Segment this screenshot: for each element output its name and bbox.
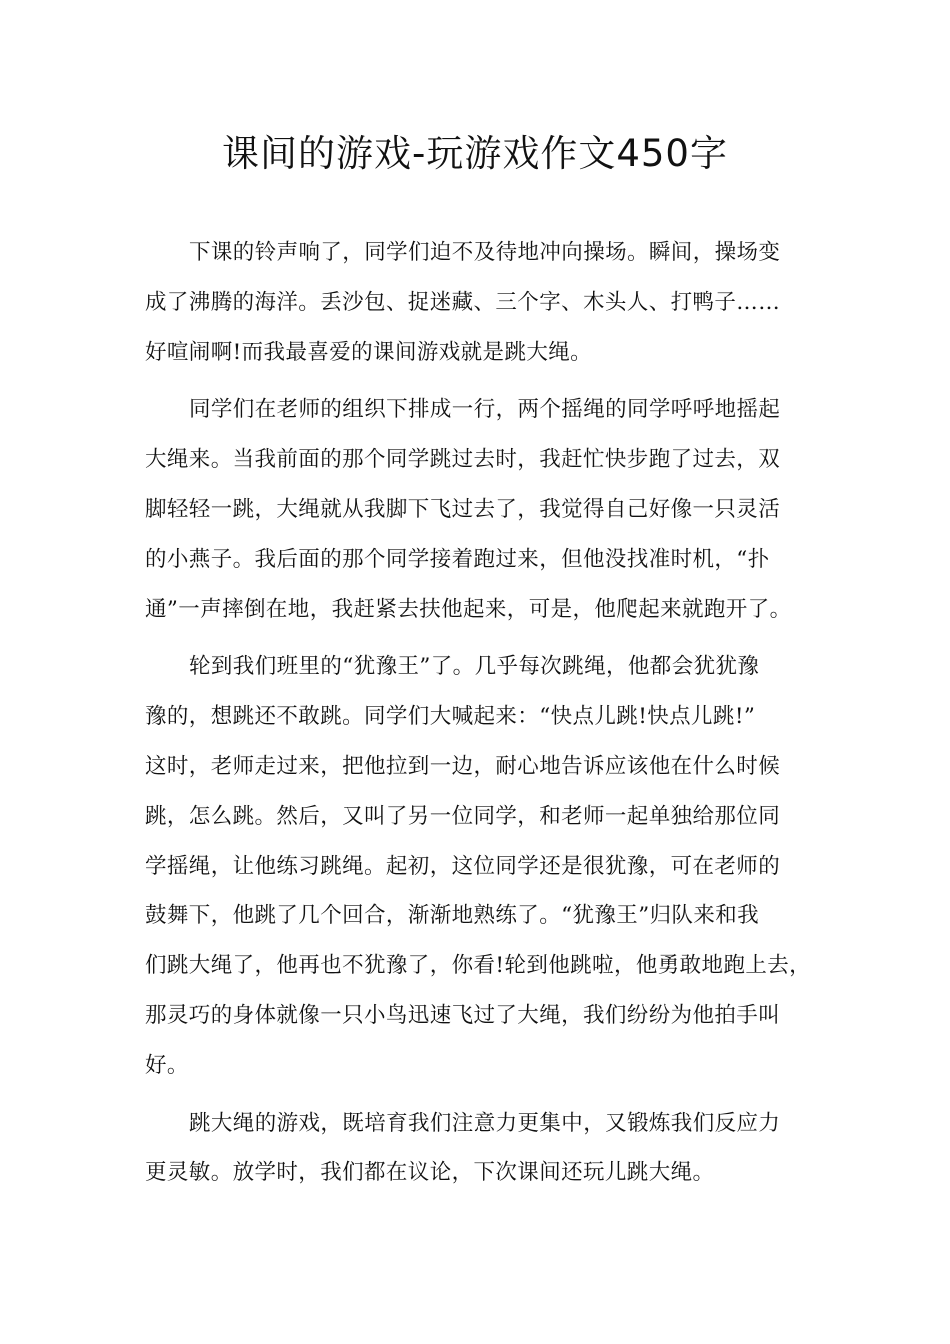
text-line: 下课的铃声响了，同学们迫不及待地冲向操场。瞬间，操场变: [189, 240, 781, 265]
text-line: 这时，老师走过来，把他拉到一边，耐心地告诉应该他在什么时候: [145, 753, 781, 779]
text-line: 的小燕子。我后面的那个同学接着跑过来，但他没找准时机，“扑: [145, 546, 770, 572]
paragraph-1: [145, 228, 825, 377]
text-line: 跳大绳的游戏，既培育我们注意力更集中，又锻炼我们反应力: [189, 1110, 781, 1136]
text-line: 好。: [145, 1052, 189, 1078]
text-line: 大绳来。当我前面的那个同学跳过去时，我赶忙快步跑了过去，双: [145, 447, 781, 473]
paragraph-2: [145, 385, 825, 634]
text-line: 那灵巧的身体就像一只小鸟迅速飞过了大绳，我们纷纷为他拍手叫: [145, 1002, 781, 1028]
text-line: 学摇绳，让他练习跳绳。起初，这位同学还是很犹豫，可在老师的: [145, 853, 781, 879]
text-line: 跳，怎么跳。然后，又叫了另一位同学，和老师一起单独给那位同: [145, 803, 781, 829]
text-line: 们跳大绳了，他再也不犹豫了，你看!轮到他跳啦，他勇敢地跑上去，: [145, 953, 812, 979]
text-line: 脚轻轻一跳，大绳就从我脚下飞过去了，我觉得自己好像一只灵活: [145, 496, 781, 522]
text-line: 好喧闹啊!而我最喜爱的课间游戏就是跳大绳。: [145, 339, 593, 365]
text-line: 通”一声摔倒在地，我赶紧去扶他起来，可是，他爬起来就跑开了。: [145, 596, 792, 622]
document-body: [145, 228, 825, 1206]
text-line: 同学们在老师的组织下排成一行，两个摇绳的同学呼呼地摇起: [189, 397, 781, 423]
text-line: 豫的，想跳还不敢跳。同学们大喊起来：“快点儿跳!快点儿跳!”: [145, 704, 756, 730]
text-line: 轮到我们班里的“犹豫王”了。几乎每次跳绳，他都会犹犹豫: [189, 654, 760, 680]
text-line: 更灵敏。放学时，我们都在议论，下次课间还玩儿跳大绳。: [145, 1160, 715, 1186]
paragraph-3: [145, 642, 825, 1090]
paragraph-4: [145, 1099, 825, 1199]
text-line: 成了沸腾的海洋。丢沙包、捉迷藏、三个字、木头人、打鸭子……: [145, 289, 781, 315]
document-title: 课间的游戏-玩游戏作文450字: [222, 132, 728, 175]
text-line: 鼓舞下，他跳了几个回合，渐渐地熟练了。“犹豫王”归队来和我: [145, 903, 760, 929]
